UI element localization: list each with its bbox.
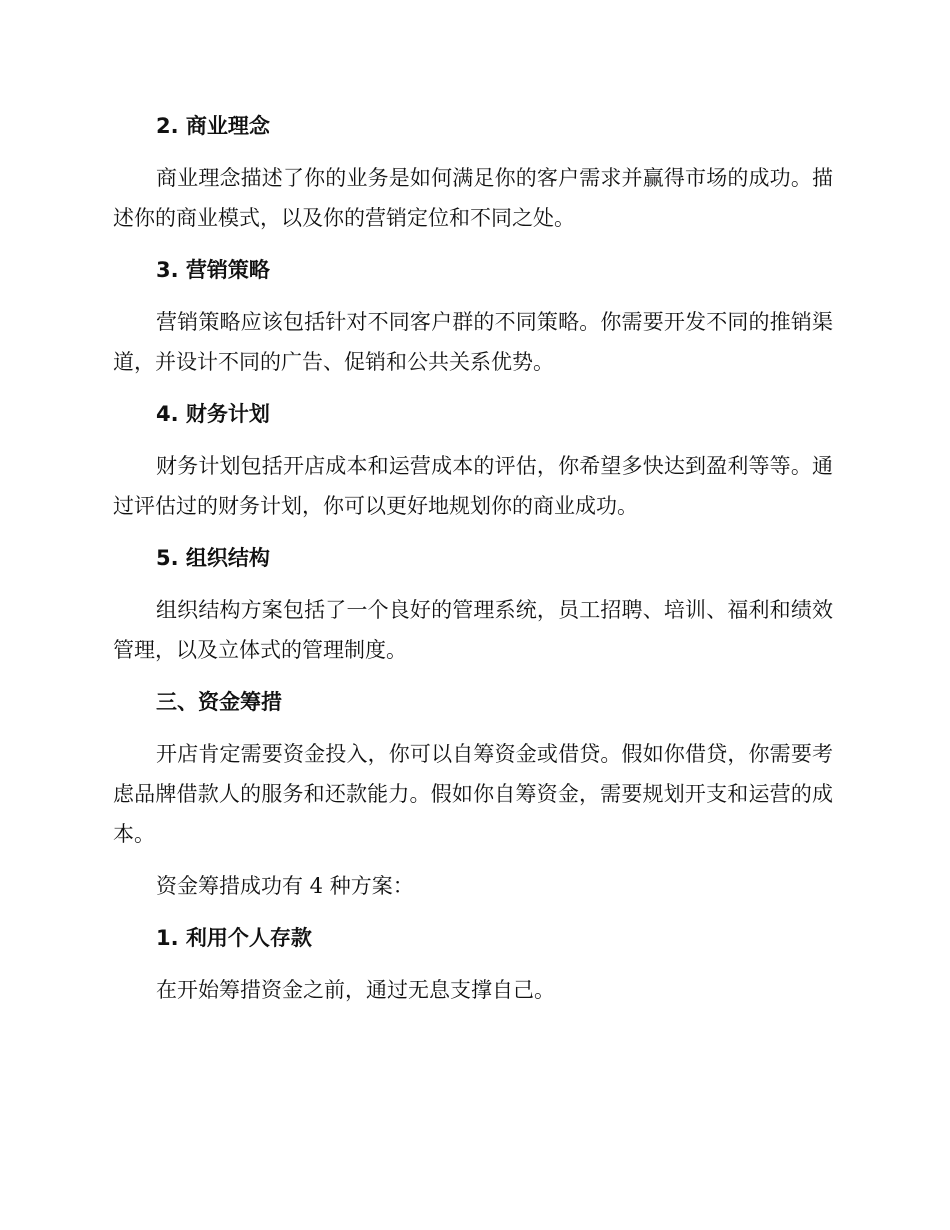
subsection-paragraph-personal-savings: 在开始筹措资金之前，通过无息支撑自己。 xyxy=(156,978,555,1002)
section-paragraph-financial-plan: 财务计划包括开店成本和运营成本的评估，你希望多快达到盈利等等。通过评估过的财务计划，你可以更好地规划你的商业成功。 xyxy=(113,454,833,518)
section-paragraph-marketing-strategy: 营销策略应该包括针对不同客户群的不同策略。你需要开发不同的推销渠道，并设计不同的广告、促销和公共关系优势。 xyxy=(113,310,833,374)
section-heading-financial-plan: 4. 财务计划 xyxy=(156,402,270,426)
section-paragraph-fundraising: 开店肯定需要资金投入，你可以自筹资金或借贷。假如你借贷，你需要考虑品牌借款人的服务和还款能力。假如你自筹资金，需要规划开支和运营的成本。 xyxy=(113,742,833,846)
subsection-heading-personal-savings: 1. 利用个人存款 xyxy=(156,926,312,950)
section-paragraph-business-concept: 商业理念描述了你的业务是如何满足你的客户需求并赢得市场的成功。描述你的商业模式，以及你的营销定位和不同之处。 xyxy=(113,166,833,230)
document-content xyxy=(113,106,833,1010)
section-heading-marketing-strategy: 3. 营销策略 xyxy=(156,258,270,282)
section-heading-organization-structure: 5. 组织结构 xyxy=(156,546,270,570)
section-heading-business-concept: 2. 商业理念 xyxy=(156,114,270,138)
section-heading-fundraising: 三、资金筹措 xyxy=(156,690,282,714)
fundraising-intro-line: 资金筹措成功有 4 种方案： xyxy=(156,874,414,898)
section-paragraph-organization-structure: 组织结构方案包括了一个良好的管理系统，员工招聘、培训、福利和绩效管理，以及立体式的管理制度。 xyxy=(113,598,833,662)
